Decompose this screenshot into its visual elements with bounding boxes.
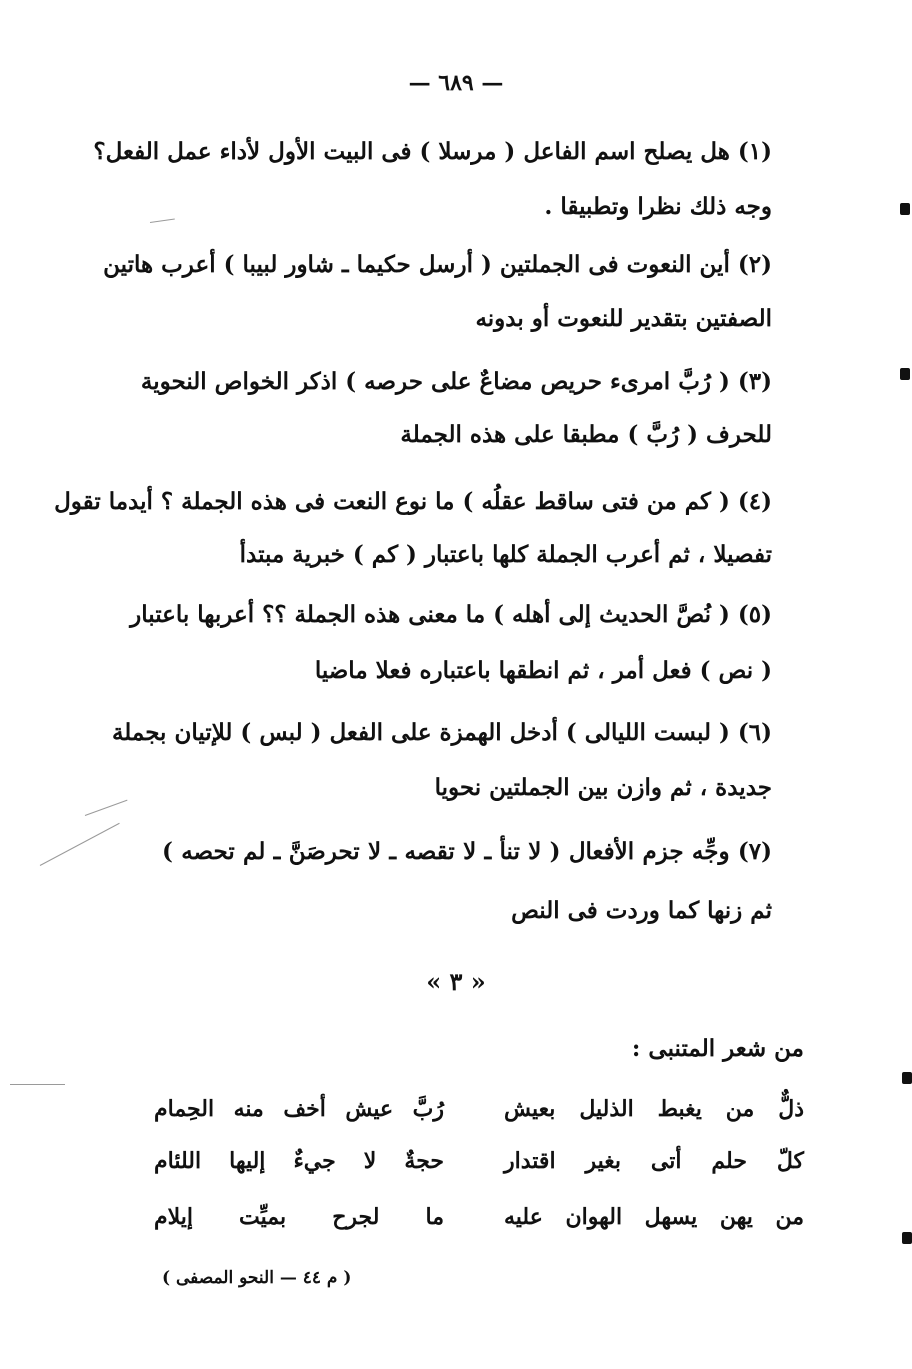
section-number: « ٣ » xyxy=(426,967,486,996)
margin-mark xyxy=(900,368,910,380)
question-5-line-2: ( نص ) فعل أمر ، ثم انطقها باعتباره فعلا ماضيا xyxy=(314,657,772,684)
question-6-line-2: جديدة ، ثم وازن بين الجملتين نحويا xyxy=(434,774,772,801)
verse-2-second-hemistich: حجةٌ لا جيءٌ إليها اللئام xyxy=(154,1148,444,1174)
question-6-line-1: (٦) ( لبست الليالى ) أدخل الهمزة على الفعل ( لبس ) للإتيان بجملة xyxy=(111,719,772,746)
scan-scratch xyxy=(10,1084,65,1085)
question-7-line-1: (٧) وجِّه جزم الأفعال ( لا تنأ ـ لا تقصه ـ لا تحرصَنَّ ـ لم تحصه ) xyxy=(162,838,772,865)
verse-3-first-hemistich: من يهن يسهل الهوان عليه xyxy=(504,1204,804,1230)
question-3-line-1: (٣) ( رُبَّ امرىء حريص مضاعٌ على حرصه ) اذكر الخواص النحوية xyxy=(140,368,772,395)
margin-mark xyxy=(902,1072,912,1084)
question-2-line-1: (٢) أين النعوت فى الجملتين ( أرسل حكيما ـ شاور لبيبا ) أعرب هاتين xyxy=(103,251,772,278)
question-3-line-2: للحرف ( رُبَّ ) مطبقا على هذه الجملة xyxy=(400,421,772,448)
question-4-line-2: تفصيلا ، ثم أعرب الجملة كلها باعتبار ( كم ) خبرية مبتدأ xyxy=(239,541,772,568)
verse-2 xyxy=(154,1148,804,1182)
question-4-line-1: (٤) ( كم من فتى ساقط عقلُه ) ما نوع النعت فى هذه الجملة ؟ أيدما تقول xyxy=(54,488,772,515)
verse-3-second-hemistich: ما لجرح بميِّت إيلام xyxy=(154,1204,444,1230)
question-7-line-2: ثم زنها كما وردت فى النص xyxy=(511,897,772,924)
page-number: — ٦٨٩ — xyxy=(408,70,504,96)
verse-2-first-hemistich: كلّ حلم أتى بغير اقتدار xyxy=(504,1148,804,1174)
footer-signature: ( م ٤٤ — النحو المصفى ) xyxy=(162,1268,352,1288)
verse-1-first-hemistich: ذلٌّ من يغبط الذليل بعيش xyxy=(504,1096,804,1122)
question-1-line-2: وجه ذلك نظرا وتطبيقا . xyxy=(544,193,772,220)
verse-1 xyxy=(154,1096,804,1130)
margin-mark xyxy=(900,203,910,215)
question-1-line-1: (١) هل يصلح اسم الفاعل ( مرسلا ) فى البيت الأول لأداء عمل الفعل؟ xyxy=(93,138,772,165)
margin-mark xyxy=(902,1232,912,1244)
scan-scratch xyxy=(85,800,128,816)
verse-3 xyxy=(154,1204,804,1238)
question-2-line-2: الصفتين بتقدير للنعوت أو بدونه xyxy=(475,305,772,332)
verse-1-second-hemistich: رُبَّ عيش أخف منه الحِمام xyxy=(154,1096,444,1122)
scan-scratch xyxy=(40,823,120,866)
question-5-line-1: (٥) ( نُصَّ الحديث إلى أهله ) ما معنى هذه الجملة ؟؟ أعربها باعتبار xyxy=(130,601,772,628)
poem-heading: من شعر المتنبى : xyxy=(631,1035,804,1062)
